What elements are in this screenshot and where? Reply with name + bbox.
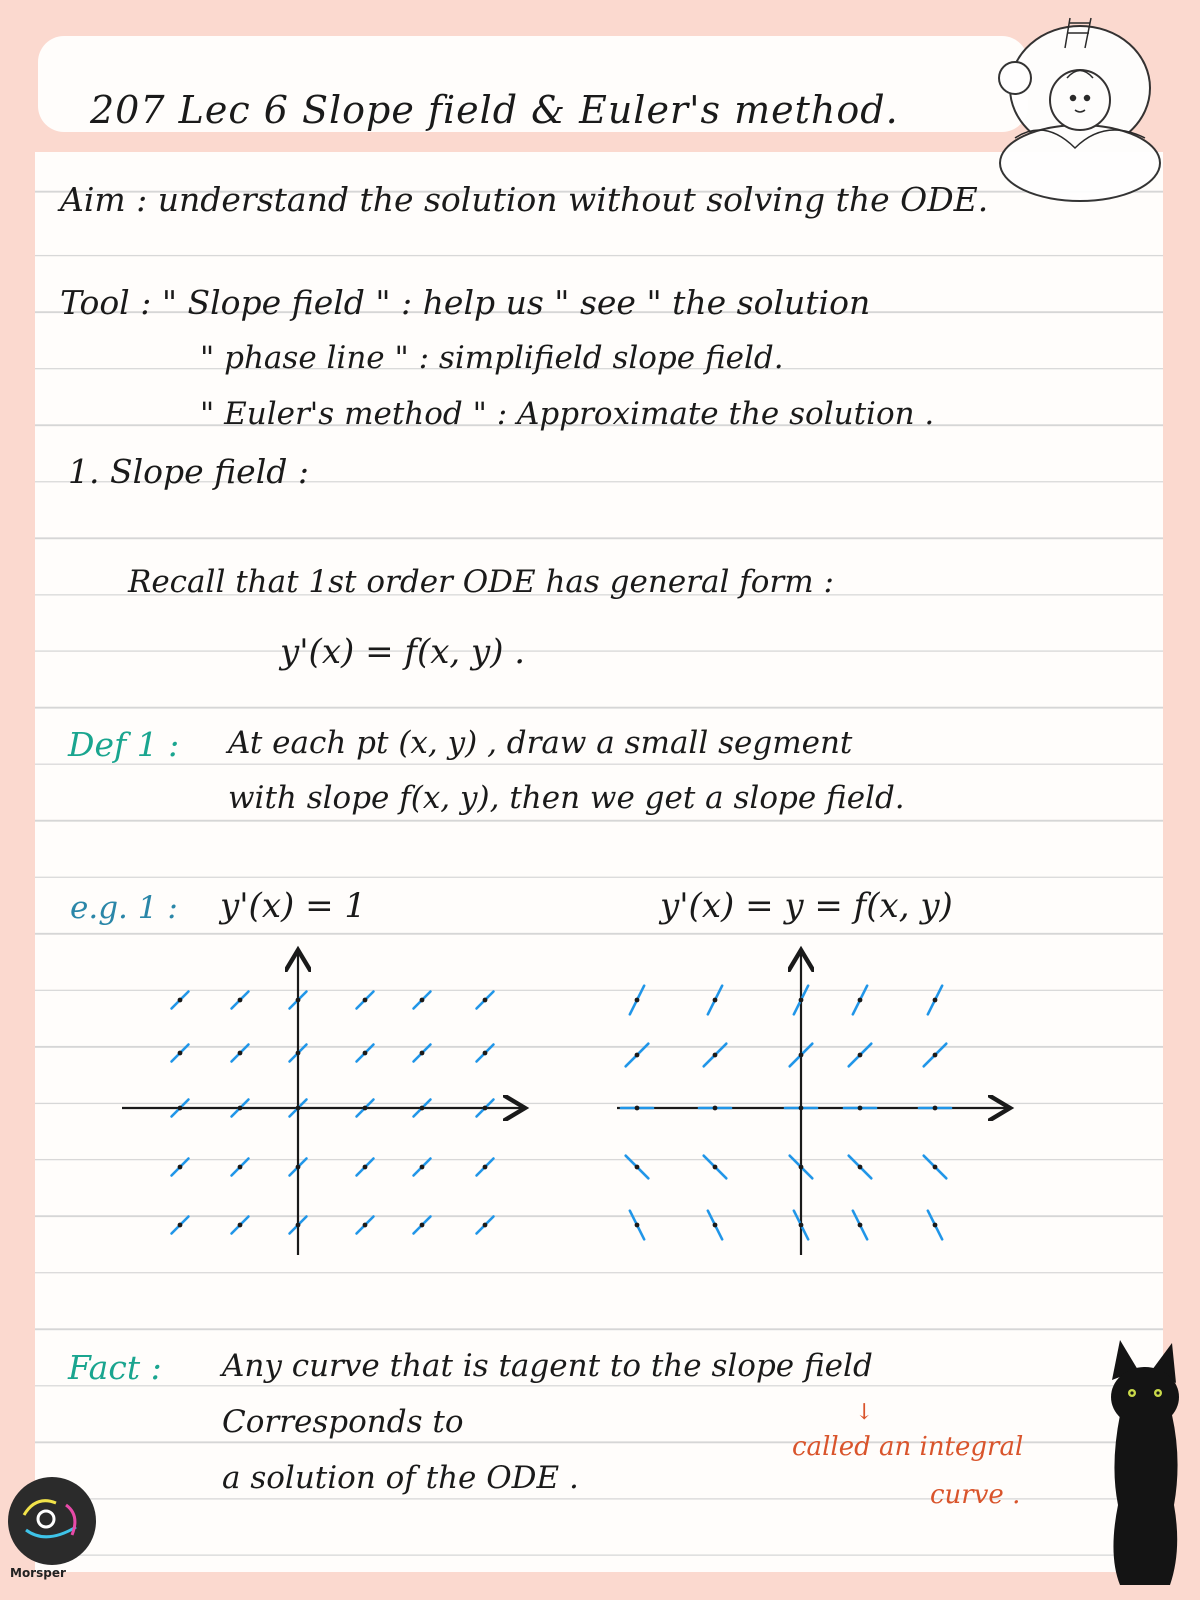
grid-point bbox=[363, 1051, 368, 1056]
app-logo-text: Morsper bbox=[10, 1566, 66, 1580]
grid-point bbox=[933, 1165, 938, 1170]
grid-point bbox=[363, 1223, 368, 1228]
grid-point bbox=[178, 1165, 183, 1170]
grid-point bbox=[713, 1106, 718, 1111]
grid-point bbox=[420, 1165, 425, 1170]
example-right-equation: y'(x) = y = f(x, y) bbox=[660, 886, 953, 926]
grid-point bbox=[238, 1165, 243, 1170]
grid-point bbox=[238, 1051, 243, 1056]
fact-line-2: Corresponds to bbox=[222, 1404, 464, 1440]
black-cat-sticker bbox=[1090, 1335, 1200, 1595]
grid-point bbox=[635, 1223, 640, 1228]
grid-point bbox=[799, 1106, 804, 1111]
grid-point bbox=[635, 1106, 640, 1111]
grid-point bbox=[296, 1106, 301, 1111]
grid-point bbox=[178, 1051, 183, 1056]
grid-point bbox=[799, 1053, 804, 1058]
grid-point bbox=[858, 1106, 863, 1111]
grid-point bbox=[933, 1106, 938, 1111]
note-line-1: called an integral bbox=[792, 1432, 1024, 1462]
grid-point bbox=[363, 1165, 368, 1170]
aim-line: Aim : understand the solution without solving the ODE. bbox=[60, 180, 989, 219]
tool-line-1: Tool : " Slope field " : help us " see " the solution bbox=[60, 283, 871, 322]
grid-point bbox=[363, 1106, 368, 1111]
grid-point bbox=[713, 998, 718, 1003]
note-line-2: curve . bbox=[930, 1480, 1021, 1510]
fact-label: Fact : bbox=[68, 1348, 162, 1387]
grid-point bbox=[933, 1053, 938, 1058]
grid-point bbox=[238, 1223, 243, 1228]
example-left-equation: y'(x) = 1 bbox=[220, 886, 366, 926]
definition-line-1: At each pt (x, y) , draw a small segment bbox=[228, 725, 853, 761]
grid-point bbox=[420, 998, 425, 1003]
note-arrow: ↓ bbox=[855, 1400, 874, 1425]
general-form-equation: y'(x) = f(x, y) . bbox=[280, 632, 526, 672]
grid-point bbox=[799, 1165, 804, 1170]
grid-point bbox=[858, 1223, 863, 1228]
slope-segments-left bbox=[172, 992, 494, 1234]
grid-point bbox=[858, 998, 863, 1003]
definition-label: Def 1 : bbox=[68, 725, 180, 764]
grid-point bbox=[296, 1223, 301, 1228]
grid-point bbox=[420, 1051, 425, 1056]
tool-line-3: " Euler's method " : Approximate the solution . bbox=[200, 396, 935, 432]
grid-point bbox=[483, 1106, 488, 1111]
grid-point bbox=[858, 1165, 863, 1170]
grid-point bbox=[420, 1223, 425, 1228]
fact-line-1: Any curve that is tagent to the slope field bbox=[222, 1348, 873, 1384]
definition-line-2: with slope f(x, y), then we get a slope field. bbox=[228, 780, 905, 816]
tool-line-2: " phase line " : simplifield slope field. bbox=[200, 340, 784, 376]
recall-line: Recall that 1st order ODE has general form : bbox=[128, 564, 834, 600]
app-logo-icon bbox=[6, 1475, 98, 1567]
grid-point bbox=[178, 1223, 183, 1228]
grid-point bbox=[713, 1053, 718, 1058]
grid-point bbox=[483, 998, 488, 1003]
grid-point bbox=[713, 1223, 718, 1228]
grid-point bbox=[296, 998, 301, 1003]
grid-point bbox=[363, 998, 368, 1003]
page-title: 207 Lec 6 Slope field & Euler's method. bbox=[90, 88, 899, 132]
grid-point bbox=[420, 1106, 425, 1111]
grid-point bbox=[635, 1165, 640, 1170]
grid-point bbox=[635, 998, 640, 1003]
slope-field-plot-right bbox=[615, 945, 1015, 1265]
grid-point bbox=[933, 1223, 938, 1228]
grid-point bbox=[296, 1165, 301, 1170]
grid-point bbox=[713, 1165, 718, 1170]
slope-segments-right bbox=[621, 986, 951, 1240]
fact-line-3: a solution of the ODE . bbox=[222, 1460, 579, 1496]
section-heading: 1. Slope field : bbox=[68, 452, 309, 491]
example-label: e.g. 1 : bbox=[70, 890, 178, 926]
grid-point bbox=[483, 1223, 488, 1228]
grid-point bbox=[238, 998, 243, 1003]
grid-point bbox=[296, 1051, 301, 1056]
grid-point bbox=[178, 1106, 183, 1111]
grid-point bbox=[238, 1106, 243, 1111]
character-doodle-sticker bbox=[985, 8, 1175, 208]
grid-point bbox=[799, 998, 804, 1003]
grid-point bbox=[799, 1223, 804, 1228]
slope-field-plot-left bbox=[110, 945, 530, 1265]
grid-point bbox=[635, 1053, 640, 1058]
grid-point bbox=[858, 1053, 863, 1058]
grid-point bbox=[483, 1165, 488, 1170]
grid-point bbox=[933, 998, 938, 1003]
grid-point bbox=[178, 998, 183, 1003]
grid-point bbox=[483, 1051, 488, 1056]
